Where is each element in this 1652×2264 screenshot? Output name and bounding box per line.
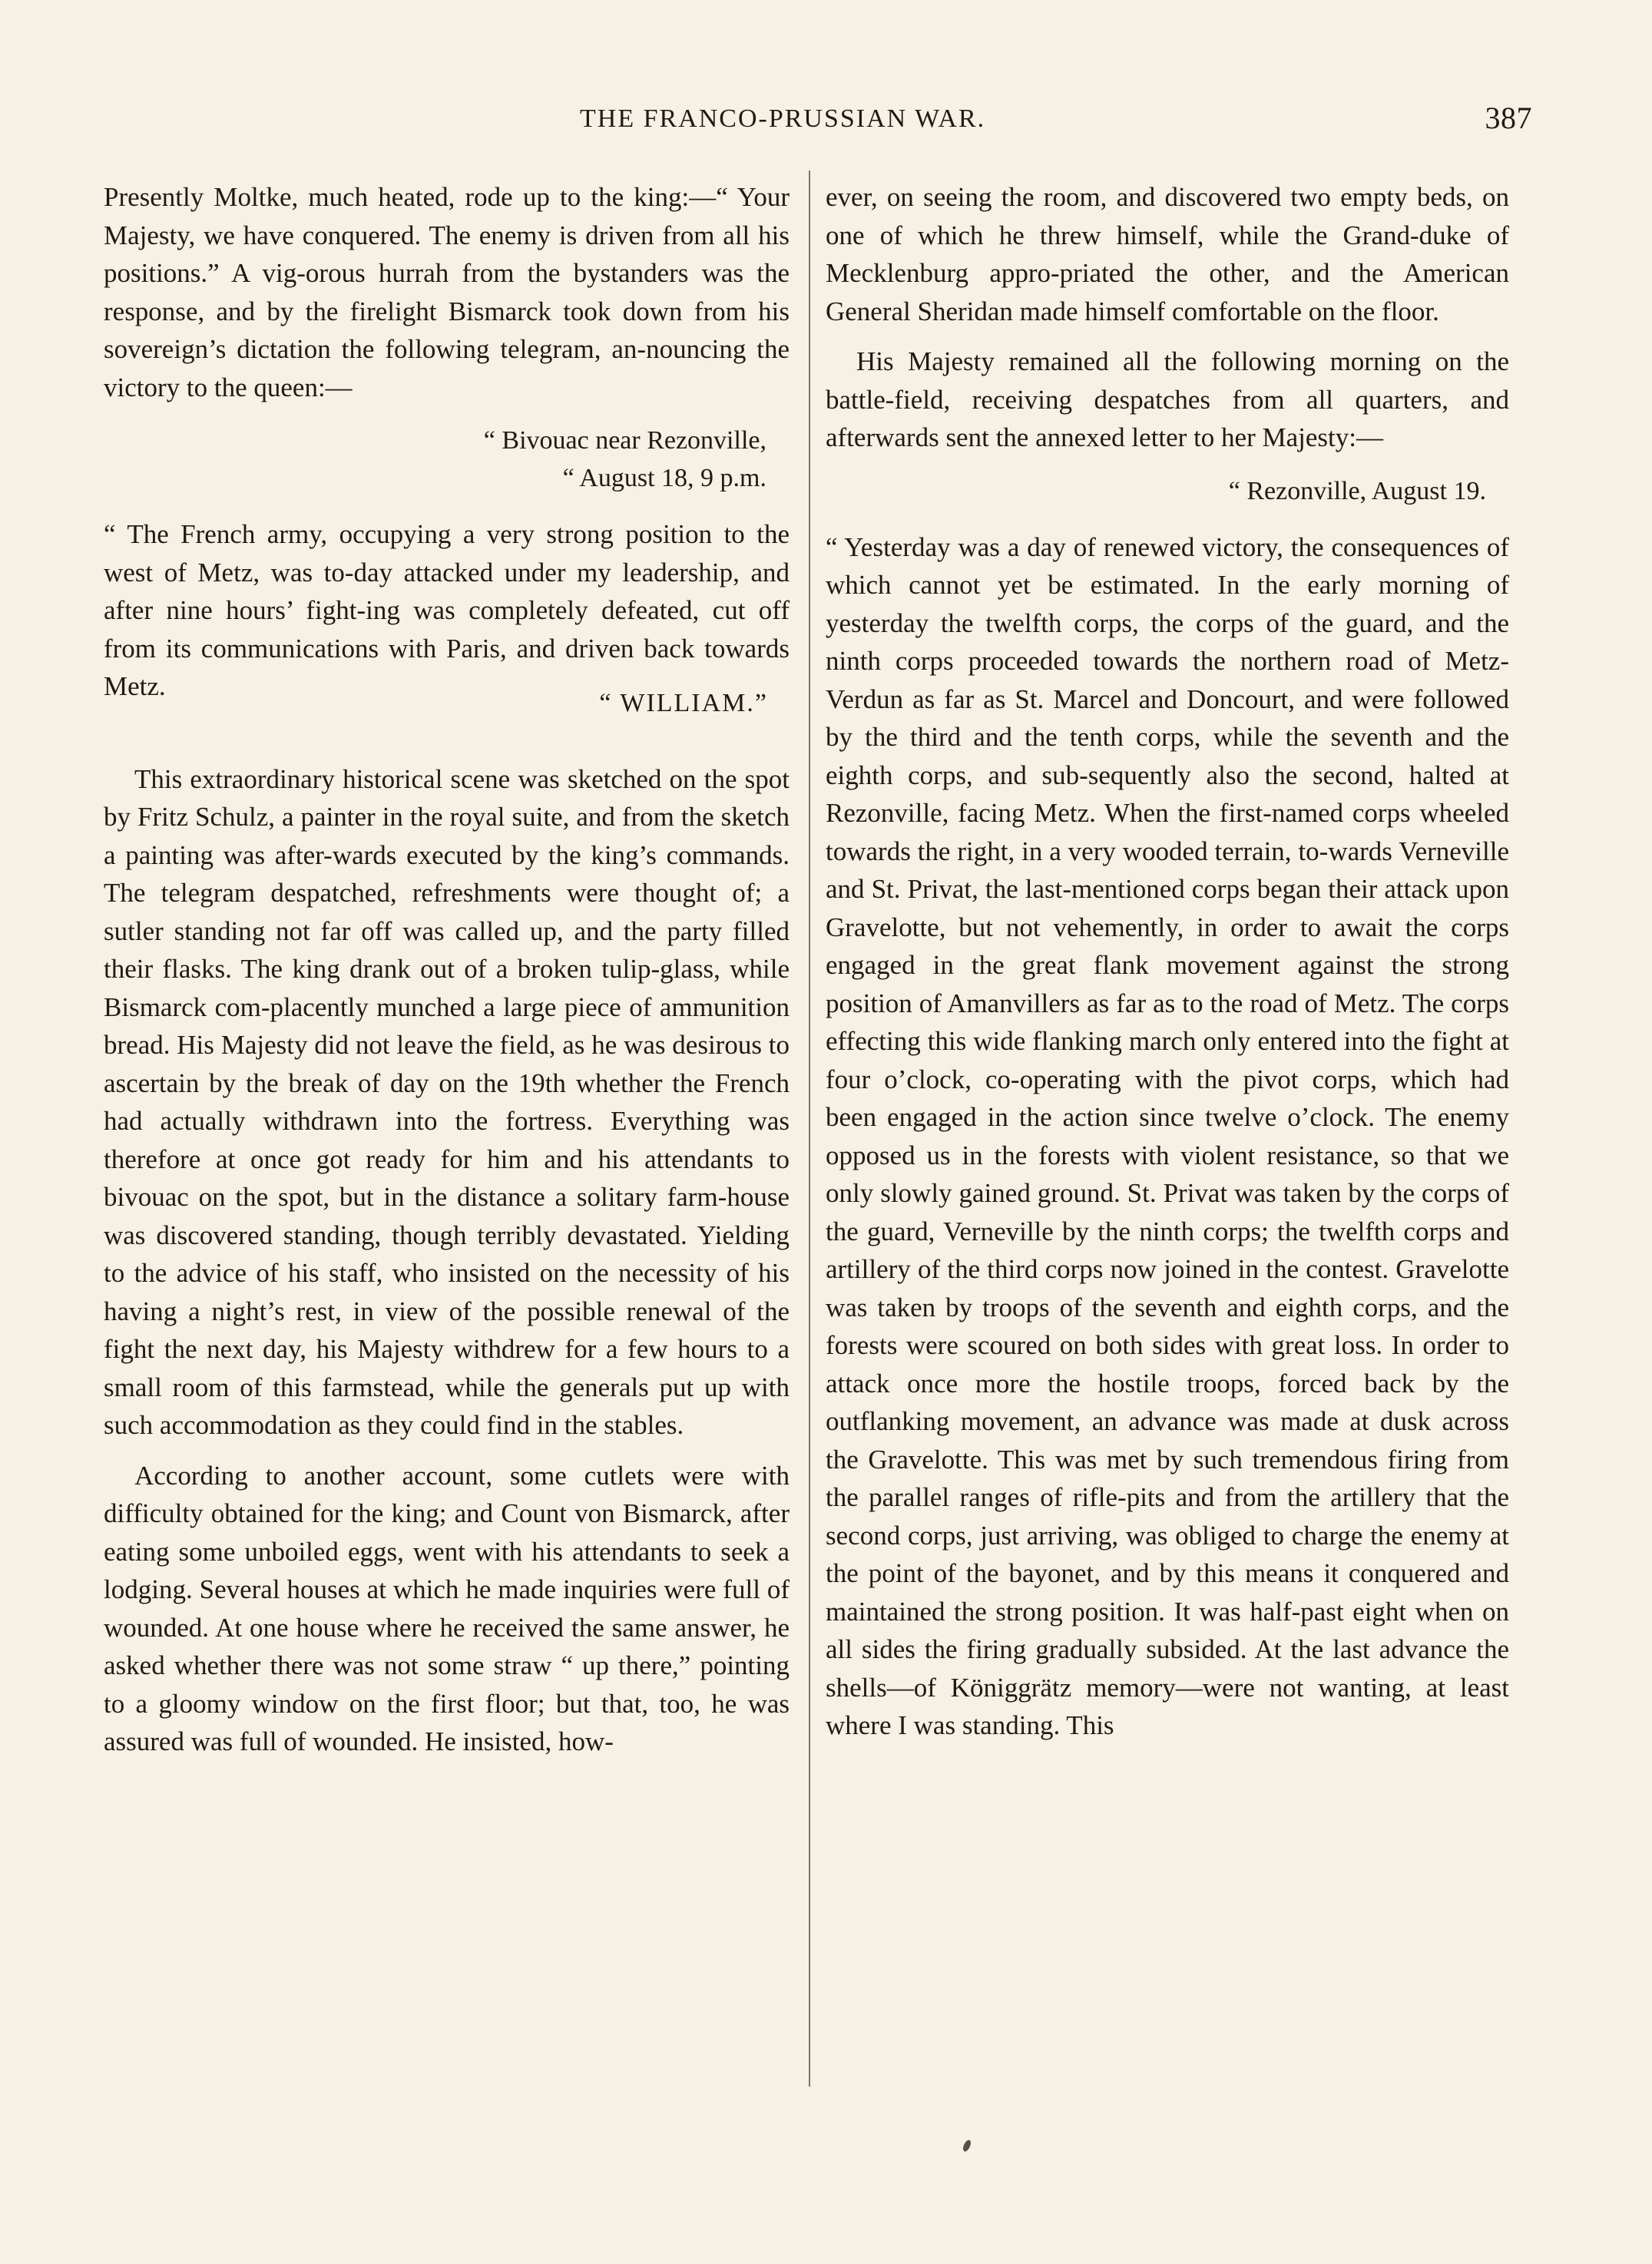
ink-mark bbox=[962, 2139, 972, 2153]
column-divider bbox=[809, 170, 810, 2087]
telegram-dateline-date: “ August 18, 9 p.m. bbox=[562, 464, 766, 492]
letter-dateline: “ Rezonville, August 19. bbox=[1228, 476, 1486, 505]
page-header bbox=[104, 101, 1532, 152]
right-column bbox=[826, 178, 1509, 1745]
left-paragraph-2: This extraordinary historical scene was sketched on the spot by Fritz Schulz, a painter in the royal suite, and from the sketch a painting was after-wards executed by the king’s commands. The telegram despatched, refreshments were thought of; a sutler standing not far off was called up, and the party filled their flasks. The king drank out of a broken tulip-glass, while Bismarck com-placently munched a large piece of ammunition bread. His Majesty did not leave the field, as he was desirous to ascertain by the break of day on the 19th whether the French had actually withdrawn into the fortress. Everything was therefore at once got ready for him and his attendants to bivouac on the spot, but in the distance a solitary farm-house was discovered standing, though terribly devastated. Yielding to the advice of his staff, who insisted on the necessity of his having a night’s rest, in view of the possible renewal of the fight the next day, his Majesty withdrew for a few hours to a small room of this farmstead, while the generals put up with such accommodation as they could find in the stables. bbox=[104, 763, 790, 1440]
telegram-dateline-place: “ Bivouac near Rezonville, bbox=[483, 426, 766, 455]
spacer bbox=[104, 722, 790, 742]
page-number: 387 bbox=[1485, 101, 1532, 135]
left-paragraph-3: According to another account, some cutlets were with difficulty obtained for the king; and Count von Bismarck, after eating some unboiled eggs, went with his attendants to seek a lodging. Several houses at which he made inquiries were full of wounded. At one house where he received the same answer, he asked whether there was not some straw “ up there,” pointing to a gloomy window on the first floor; but that, too, he was assured was full of wounded. He insisted, how- bbox=[104, 1460, 790, 1756]
right-paragraph-2: His Majesty remained all the following morning on the battle-field, receiving despatches from all quarters, and afterwards sent the annexed letter to her Majesty:— bbox=[826, 346, 1509, 452]
telegram-signature: “ WILLIAM.” bbox=[599, 688, 768, 717]
letter-text: “ Yesterday was a day of renewed victory, the consequences of which cannot yet be estimated. In the early morning of yesterday the twelfth corps, the corps of the guard, and the ninth corps proceeded towards the northern road of Metz-Verdun as far as St. Marcel and Doncourt, and were followed by the third and the tenth corps, while the seventh and the eighth corps, and sub-sequently also the second, halted at Rezonville, facing Metz. When the first-named corps wheeled towards the right, in a very wooded terrain, to-wards Verneville and St. Privat, the last-mentioned corps began their attack upon Gravelotte, but not vehemently, in order to await the corps engaged in the great flank movement against the strong position of Amanvillers as far as to the road of Metz. The corps effecting this wide flanking march only entered into the fight at four o’clock, co-operating with the pivot corps, which had been engaged in the action since twelve o’clock. The enemy opposed us in the forests with violent resistance, so that we only slowly gained ground. St. Privat was taken by the corps of the guard, Verneville by the ninth corps; the twelfth corps and artillery of the third corps now joined in the contest. Gravelotte was taken by troops of the seventh and eighth corps, and the forests were scoured on both sides with great loss. In order to attack once more the hostile troops, forced back by the outflanking movement, an advance was made at dusk across the Gravelotte. This was met by such tremendous firing from the parallel ranges of rifle-pits and from the artillery that the second corps, just arriving, was obliged to charge the enemy at the point of the bayonet, and by this means it conquered and maintained the strong position. It was half-past eight when on all sides the firing gradually subsided. At the last advance the shells—of Königgrätz memory—were not wanting, at least where I was standing. This bbox=[826, 531, 1509, 1740]
left-paragraph-1: Presently Moltke, much heated, rode up to the king:—“ Your Majesty, we have conquered. The enemy is driven from all his positions.” A vig-orous hurrah from the bystanders was the response, and by the firelight Bismarck took down from his sovereign’s dictation the following telegram, an-nouncing the victory to the queen:— bbox=[104, 182, 790, 402]
right-paragraph-1: ever, on seeing the room, and discovered two empty beds, on one of which he threw himself, while the Grand-duke of Mecklenburg appro-priated the other, and the American General Sheridan made himself comfortable on the floor. bbox=[826, 182, 1509, 326]
telegram-text: “ The French army, occupying a very strong position to the west of Metz, was to-day attacked under my leadership, and after nine hours’ fight-ing was completely defeated, cut off from its communications with Paris, and driven back towards Metz. bbox=[104, 519, 790, 701]
left-column bbox=[104, 178, 790, 1761]
running-head: THE FRANCO-PRUSSIAN WAR. bbox=[580, 104, 986, 133]
